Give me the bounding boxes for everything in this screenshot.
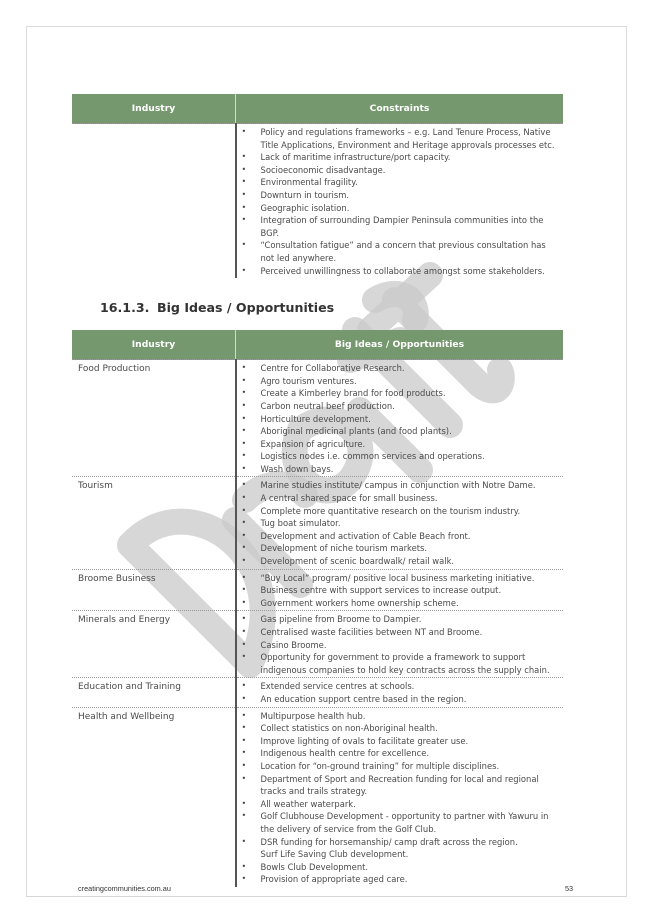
list-item (237, 651, 564, 676)
list-item (237, 362, 564, 375)
list-item (237, 517, 564, 530)
list-item (237, 126, 564, 151)
list-item-text: All weather waterpark. (260, 798, 356, 809)
bullet-icon: • (241, 597, 247, 607)
bullet-icon: • (241, 426, 247, 436)
list-item (237, 597, 564, 610)
bullet-icon: • (241, 127, 247, 136)
list-item (237, 450, 564, 463)
list-item (237, 693, 564, 706)
bullet-icon: • (241, 614, 247, 624)
bullet-icon: • (241, 723, 247, 733)
industry-cell: Food Production (72, 360, 236, 477)
list-item (237, 176, 564, 189)
list-item-text: Multipurpose health hub. (260, 710, 366, 721)
list-item-text: Development of scenic boardwalk/ retail walk. (260, 556, 455, 567)
list-item (237, 479, 564, 492)
list-item-text: Collect statistics on non-Aboriginal health. (260, 723, 438, 734)
items-cell (236, 124, 564, 279)
items-cell (236, 360, 564, 477)
bullet-list (237, 613, 564, 676)
list-item (237, 387, 564, 400)
list-item (237, 836, 564, 849)
list-item (237, 492, 564, 505)
section-number: 16.1.3. (100, 300, 150, 316)
list-item (237, 680, 564, 693)
bullet-list (237, 362, 564, 475)
bullet-icon: • (241, 710, 247, 720)
list-item (237, 425, 564, 438)
list-item-text: Geographic isolation. (260, 202, 350, 213)
list-item-text: DSR funding for horsemanship/ camp draft across the region. (260, 836, 518, 847)
list-item (237, 760, 564, 773)
table-row (72, 569, 563, 611)
list-item-text: Bowls Club Development. (260, 861, 369, 872)
bullet-icon: • (241, 773, 247, 783)
bullet-icon: • (241, 363, 247, 373)
list-item (237, 722, 564, 735)
list-item-text: Extended service centres at schools. (260, 681, 415, 692)
table-row (72, 477, 563, 569)
list-item (237, 613, 564, 626)
table-row (72, 124, 563, 279)
items-cell (236, 678, 564, 707)
bullet-icon: • (241, 400, 247, 410)
list-item (237, 710, 564, 723)
list-item-text: Provision of appropriate aged care. (260, 874, 408, 885)
list-item (237, 239, 564, 264)
bullet-icon: • (241, 388, 247, 398)
list-item (237, 189, 564, 202)
bullet-icon: • (241, 735, 247, 745)
list-item (237, 214, 564, 239)
list-item-text: Development and activation of Cable Beach front. (260, 530, 471, 541)
list-item-text: Lack of maritime infrastructure/port capacity. (260, 152, 451, 163)
bullet-icon: • (241, 556, 247, 566)
list-item-text: Golf Clubhouse Development - opportunity to partner with Yawuru in the delivery of service from the Golf Club. (260, 811, 549, 834)
section-title: Big Ideas / Opportunities (157, 300, 335, 316)
list-item-text: Indigenous health centre for excellence. (260, 748, 430, 759)
items-cell (236, 477, 564, 569)
list-item (237, 463, 564, 476)
bullet-list (237, 572, 564, 610)
list-item (237, 542, 564, 555)
list-item (237, 202, 564, 215)
list-item (237, 375, 564, 388)
bullet-icon: • (241, 265, 247, 275)
list-item-text: Department of Sport and Recreation funding for local and regional tracks and trails strategy. (260, 773, 539, 797)
list-item-text: Horticulture development. (260, 413, 371, 424)
bullet-icon: • (241, 798, 247, 808)
bullet-icon: • (241, 530, 247, 540)
bullet-icon: • (241, 493, 247, 503)
bullet-icon: • (241, 164, 247, 174)
table-row (72, 707, 563, 887)
bullet-icon: • (241, 811, 247, 821)
bullet-icon: • (241, 413, 247, 423)
list-item-text: Agro tourism ventures. (260, 375, 357, 386)
page-content (72, 94, 563, 887)
list-item-text: Marine studies institute/ campus in conjunction with Notre Dame. (260, 480, 536, 491)
industry-cell: Education and Training (72, 678, 236, 707)
footer-website: creatingcommunities.com.au (78, 884, 171, 893)
bullet-icon: • (241, 861, 247, 871)
bullet-list (237, 680, 564, 705)
list-item-text: Environmental fragility. (260, 177, 358, 188)
list-item-text: Policy and regulations frameworks – e.g. Land Tenure Process, Native Title Applications, Environment and Heritage approvals processes etc. (260, 127, 555, 150)
list-item (237, 505, 564, 518)
list-item-text: Integration of surrounding Dampier Peninsula communities into the BGP. (260, 215, 544, 238)
list-item (237, 747, 564, 760)
list-item-text: Surf Life Saving Club development. (260, 849, 409, 860)
bullet-icon: • (241, 505, 247, 515)
bullet-icon: • (241, 748, 247, 758)
list-item (237, 773, 564, 798)
bullet-icon: • (241, 152, 247, 162)
list-item-text: Centralised waste facilities between NT and Broome. (260, 627, 483, 637)
table-row (72, 678, 563, 707)
list-item-text: Expansion of agriculture. (260, 438, 366, 449)
list-item (237, 639, 564, 652)
list-item (237, 555, 564, 568)
bullet-icon: • (241, 543, 247, 553)
bullet-icon: • (241, 760, 247, 770)
bullet-icon: • (241, 585, 247, 595)
list-item (237, 626, 564, 639)
industry-cell: Health and Wellbeing (78, 711, 175, 722)
bullet-icon: • (241, 639, 247, 649)
list-item (237, 164, 564, 177)
list-item-text: Create a Kimberley brand for food products. (260, 388, 446, 399)
bullet-icon: • (241, 627, 247, 636)
list-item-text: Logistics nodes i.e. common services and operations. (260, 451, 485, 462)
header-opportunities: Big Ideas / Opportunities (236, 330, 564, 360)
list-item (237, 735, 564, 748)
industry-cell: Tourism (72, 477, 236, 569)
bullet-icon: • (241, 451, 247, 461)
list-item-text: Government workers home ownership scheme. (260, 597, 459, 608)
list-item (237, 861, 564, 874)
industry-cell (72, 124, 236, 279)
bullet-icon: • (241, 693, 247, 703)
header-industry: Industry (72, 94, 236, 124)
list-item (237, 151, 564, 164)
bullet-icon: • (241, 240, 247, 250)
list-item (237, 413, 564, 426)
list-item-text: Aboriginal medicinal plants (and food plants). (260, 426, 452, 437)
bullet-icon: • (241, 652, 247, 662)
list-item-text: Socioeconomic disadvantage. (260, 164, 386, 175)
bullet-icon: • (241, 215, 247, 225)
list-item-text: “Consultation fatigue” and a concern that previous consultation has not led anywhere. (260, 240, 546, 263)
industry-cell: Minerals and Energy (72, 611, 236, 678)
list-item (237, 810, 564, 835)
list-item-text: Opportunity for government to provide a framework to support indigenous companies to hold key contracts across the supply chain. (260, 652, 550, 675)
list-item (237, 584, 564, 597)
list-item-text: Wash down bays. (260, 463, 334, 474)
page-number: 53 (565, 884, 574, 893)
list-item-text: A central shared space for small business. (260, 493, 438, 504)
bullet-icon: • (241, 189, 247, 199)
list-item-text: Casino Broome. (260, 639, 327, 650)
industry-cell: Broome Business (72, 569, 236, 611)
list-item (237, 438, 564, 451)
bullet-icon: • (241, 518, 247, 528)
list-item-text: Tug boat simulator. (260, 518, 341, 529)
list-item-text: Development of niche tourism markets. (260, 543, 428, 554)
items-cell (236, 611, 564, 678)
list-item-text: Complete more quantitative research on the tourism industry. (260, 505, 521, 516)
list-item-text: Perceived unwillingness to collaborate amongst some stakeholders. (260, 265, 545, 276)
bullet-icon: • (241, 681, 247, 691)
bullet-icon: • (241, 375, 247, 385)
opportunities-table (72, 330, 563, 887)
bullet-list (237, 126, 564, 277)
header-industry: Industry (72, 330, 236, 360)
list-item-text: Location for “on-ground training” for multiple disciplines. (260, 760, 500, 771)
list-item-text: Gas pipeline from Broome to Dampier. (260, 614, 422, 625)
header-constraints: Constraints (236, 94, 564, 124)
list-item (237, 798, 564, 811)
list-item (237, 572, 564, 585)
list-item (237, 265, 564, 278)
section-heading (100, 300, 563, 315)
table-row (72, 360, 563, 477)
list-item (237, 873, 564, 886)
bullet-icon: • (241, 874, 247, 884)
bullet-list (237, 710, 564, 886)
list-item-text: Carbon neutral beef production. (260, 400, 395, 411)
bullet-icon: • (241, 572, 247, 582)
list-item (237, 400, 564, 413)
bullet-icon: • (241, 480, 247, 490)
constraints-table (72, 94, 563, 278)
list-item-text: “Buy Local” program/ positive local business marketing initiative. (260, 572, 535, 583)
table-row (72, 611, 563, 678)
bullet-icon: • (241, 438, 247, 448)
bullet-icon: • (241, 463, 247, 473)
bullet-icon: • (241, 836, 247, 846)
items-cell (236, 569, 564, 611)
bullet-icon: • (241, 177, 247, 187)
list-item-text: Centre for Collaborative Research. (260, 363, 405, 374)
list-item-text: An education support centre based in the region. (260, 693, 467, 704)
bullet-icon: • (241, 202, 247, 212)
list-item (237, 848, 564, 861)
list-item-text: Business centre with support services to increase output. (260, 585, 502, 596)
items-cell (236, 707, 564, 887)
list-item-text: Downturn in tourism. (260, 189, 350, 200)
list-item (237, 530, 564, 543)
bullet-list (237, 479, 564, 567)
list-item-text: Improve lighting of ovals to facilitate greater use. (260, 735, 469, 746)
